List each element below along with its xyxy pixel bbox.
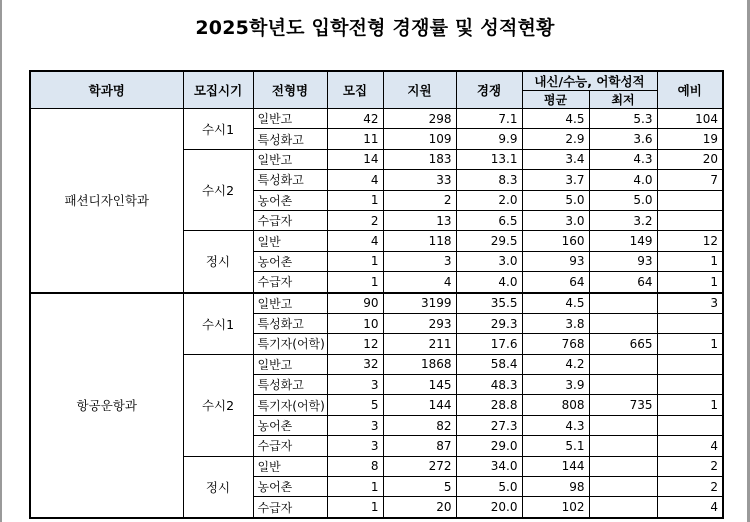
header-waitlist: 예비	[657, 71, 723, 109]
cell-ratio: 34.0	[456, 456, 522, 476]
cell-ratio: 4.0	[456, 272, 522, 293]
table-body	[30, 109, 723, 518]
cell-avg: 3.4	[522, 149, 589, 169]
cell-avg: 5.0	[522, 190, 589, 210]
header-dept: 학과명	[30, 71, 183, 109]
cell-waitlist: 3	[657, 293, 723, 314]
cell-waitlist: 1	[657, 272, 723, 293]
cell-ratio: 29.0	[456, 436, 522, 456]
cell-ratio: 20.0	[456, 497, 522, 518]
admission-type: 특성화고	[253, 313, 327, 333]
cell-avg: 5.1	[522, 436, 589, 456]
cell-quota: 3	[327, 375, 383, 395]
cell-applicants: 272	[383, 456, 456, 476]
cell-min: 93	[589, 251, 657, 271]
header-ratio: 경쟁	[456, 71, 522, 109]
cell-applicants: 33	[383, 170, 456, 190]
cell-waitlist	[657, 190, 723, 210]
admission-type: 농어촌	[253, 251, 327, 271]
cell-applicants: 183	[383, 149, 456, 169]
cell-ratio: 13.1	[456, 149, 522, 169]
cell-avg: 98	[522, 477, 589, 497]
header-period: 모집시기	[183, 71, 253, 109]
admission-type: 특기자(어학)	[253, 395, 327, 415]
cell-waitlist: 1	[657, 251, 723, 271]
cell-waitlist: 20	[657, 149, 723, 169]
cell-avg: 4.5	[522, 293, 589, 314]
department-name: 항공운항과	[30, 293, 183, 518]
cell-ratio: 29.5	[456, 231, 522, 251]
cell-ratio: 8.3	[456, 170, 522, 190]
cell-quota: 8	[327, 456, 383, 476]
cell-applicants: 5	[383, 477, 456, 497]
header-quota: 모집	[327, 71, 383, 109]
cell-quota: 4	[327, 170, 383, 190]
recruit-period: 정시	[183, 231, 253, 293]
cell-min: 735	[589, 395, 657, 415]
admission-type: 수급자	[253, 497, 327, 518]
cell-quota: 3	[327, 415, 383, 435]
admission-type: 농어촌	[253, 415, 327, 435]
cell-ratio: 17.6	[456, 334, 522, 354]
cell-min	[589, 293, 657, 314]
cell-avg: 93	[522, 251, 589, 271]
admission-table	[29, 70, 724, 519]
cell-quota: 32	[327, 354, 383, 374]
cell-avg: 808	[522, 395, 589, 415]
admission-type: 특기자(어학)	[253, 334, 327, 354]
cell-applicants: 145	[383, 375, 456, 395]
cell-waitlist: 1	[657, 334, 723, 354]
cell-min	[589, 375, 657, 395]
cell-waitlist: 2	[657, 477, 723, 497]
cell-ratio: 28.8	[456, 395, 522, 415]
cell-ratio: 48.3	[456, 375, 522, 395]
cell-quota: 1	[327, 272, 383, 293]
cell-applicants: 2	[383, 190, 456, 210]
cell-ratio: 6.5	[456, 210, 522, 230]
admission-type: 특성화고	[253, 375, 327, 395]
cell-quota: 1	[327, 497, 383, 518]
cell-avg: 768	[522, 334, 589, 354]
cell-applicants: 3	[383, 251, 456, 271]
cell-applicants: 20	[383, 497, 456, 518]
cell-avg: 2.9	[522, 129, 589, 149]
cell-min: 3.6	[589, 129, 657, 149]
admission-type: 일반	[253, 231, 327, 251]
cell-ratio: 9.9	[456, 129, 522, 149]
cell-min: 4.3	[589, 149, 657, 169]
cell-waitlist: 4	[657, 497, 723, 518]
cell-min	[589, 354, 657, 374]
cell-min	[589, 436, 657, 456]
cell-min: 665	[589, 334, 657, 354]
window-frame-left	[0, 0, 2, 522]
header-applicants: 지원	[383, 71, 456, 109]
cell-ratio: 2.0	[456, 190, 522, 210]
cell-avg: 160	[522, 231, 589, 251]
cell-applicants: 82	[383, 415, 456, 435]
cell-waitlist: 2	[657, 456, 723, 476]
cell-avg: 3.0	[522, 210, 589, 230]
admission-type: 특성화고	[253, 129, 327, 149]
cell-applicants: 144	[383, 395, 456, 415]
cell-quota: 10	[327, 313, 383, 333]
cell-quota: 1	[327, 477, 383, 497]
cell-applicants: 3199	[383, 293, 456, 314]
table-row	[30, 293, 723, 314]
header-min: 최저	[589, 91, 657, 109]
cell-min: 5.3	[589, 109, 657, 129]
cell-applicants: 4	[383, 272, 456, 293]
cell-applicants: 118	[383, 231, 456, 251]
cell-min: 64	[589, 272, 657, 293]
cell-ratio: 58.4	[456, 354, 522, 374]
cell-min	[589, 415, 657, 435]
cell-waitlist	[657, 415, 723, 435]
cell-quota: 5	[327, 395, 383, 415]
cell-applicants: 13	[383, 210, 456, 230]
cell-min: 4.0	[589, 170, 657, 190]
cell-ratio: 3.0	[456, 251, 522, 271]
cell-waitlist: 4	[657, 436, 723, 456]
cell-applicants: 87	[383, 436, 456, 456]
table-row	[30, 109, 723, 129]
cell-avg: 3.9	[522, 375, 589, 395]
cell-waitlist: 7	[657, 170, 723, 190]
recruit-period: 수시2	[183, 149, 253, 231]
cell-applicants: 1868	[383, 354, 456, 374]
cell-waitlist: 19	[657, 129, 723, 149]
admission-type: 농어촌	[253, 477, 327, 497]
cell-min	[589, 313, 657, 333]
recruit-period: 수시1	[183, 293, 253, 355]
admission-type: 일반고	[253, 109, 327, 129]
cell-applicants: 293	[383, 313, 456, 333]
admission-type: 수급자	[253, 272, 327, 293]
cell-quota: 11	[327, 129, 383, 149]
cell-avg: 4.2	[522, 354, 589, 374]
recruit-period: 수시1	[183, 109, 253, 150]
recruit-period: 정시	[183, 456, 253, 518]
cell-waitlist	[657, 354, 723, 374]
cell-min: 5.0	[589, 190, 657, 210]
cell-ratio: 27.3	[456, 415, 522, 435]
cell-quota: 3	[327, 436, 383, 456]
admission-type: 특성화고	[253, 170, 327, 190]
admission-type: 일반고	[253, 149, 327, 169]
cell-quota: 2	[327, 210, 383, 230]
cell-waitlist: 104	[657, 109, 723, 129]
admission-type: 일반고	[253, 293, 327, 314]
cell-applicants: 298	[383, 109, 456, 129]
cell-min: 149	[589, 231, 657, 251]
cell-quota: 12	[327, 334, 383, 354]
cell-quota: 14	[327, 149, 383, 169]
cell-quota: 4	[327, 231, 383, 251]
admission-type: 일반고	[253, 354, 327, 374]
cell-waitlist: 12	[657, 231, 723, 251]
admission-type: 수급자	[253, 436, 327, 456]
header-grade-group: 내신/수능, 어학성적	[522, 71, 657, 91]
header-avg: 평균	[522, 91, 589, 109]
admission-type: 수급자	[253, 210, 327, 230]
cell-avg: 64	[522, 272, 589, 293]
cell-applicants: 211	[383, 334, 456, 354]
cell-min: 3.2	[589, 210, 657, 230]
cell-quota: 90	[327, 293, 383, 314]
cell-quota: 1	[327, 251, 383, 271]
cell-ratio: 29.3	[456, 313, 522, 333]
cell-min	[589, 477, 657, 497]
cell-waitlist	[657, 375, 723, 395]
cell-ratio: 5.0	[456, 477, 522, 497]
cell-avg: 102	[522, 497, 589, 518]
recruit-period: 수시2	[183, 354, 253, 456]
cell-avg: 144	[522, 456, 589, 476]
admission-type: 농어촌	[253, 190, 327, 210]
cell-ratio: 7.1	[456, 109, 522, 129]
cell-waitlist: 1	[657, 395, 723, 415]
cell-avg: 3.7	[522, 170, 589, 190]
admission-type: 일반	[253, 456, 327, 476]
cell-avg: 4.3	[522, 415, 589, 435]
cell-waitlist	[657, 313, 723, 333]
cell-waitlist	[657, 210, 723, 230]
cell-ratio: 35.5	[456, 293, 522, 314]
cell-avg: 3.8	[522, 313, 589, 333]
cell-quota: 1	[327, 190, 383, 210]
page-title: 2025학년도 입학전형 경쟁률 및 성적현황	[195, 17, 555, 39]
header-type: 전형명	[253, 71, 327, 109]
cell-quota: 42	[327, 109, 383, 129]
cell-min	[589, 456, 657, 476]
cell-avg: 4.5	[522, 109, 589, 129]
cell-applicants: 109	[383, 129, 456, 149]
department-name: 패션디자인학과	[30, 109, 183, 293]
cell-min	[589, 497, 657, 518]
